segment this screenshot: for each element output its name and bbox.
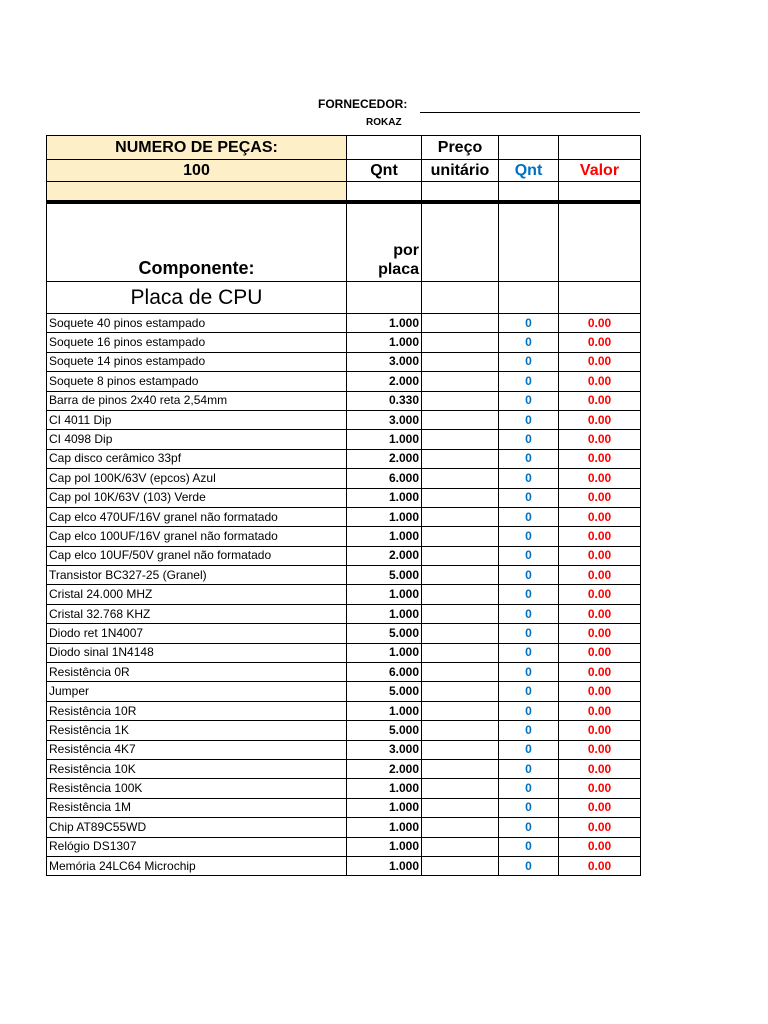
per-board-bottom: placa	[378, 261, 419, 278]
unit-price-cell[interactable]	[422, 352, 499, 371]
supplier-underline	[420, 112, 640, 113]
empty-cell[interactable]	[559, 136, 641, 160]
component-name-cell[interactable]: Barra de pinos 2x40 reta 2,54mm	[47, 391, 347, 410]
component-name-cell[interactable]: Resistência 10K	[47, 759, 347, 778]
supplier-value[interactable]: ROKAZ	[366, 117, 402, 128]
unit-price-cell[interactable]	[422, 624, 499, 643]
valor-cell[interactable]: 0.00	[559, 721, 641, 740]
component-name-cell[interactable]: Resistência 1K	[47, 721, 347, 740]
valor-cell[interactable]: 0.00	[559, 372, 641, 391]
valor-cell[interactable]: 0.00	[559, 818, 641, 837]
table-row	[47, 333, 641, 352]
valor-cell[interactable]: 0.00	[559, 856, 641, 875]
valor-cell[interactable]: 0.00	[559, 430, 641, 449]
valor-cell[interactable]: 0.00	[559, 352, 641, 371]
valor-cell[interactable]: 0.00	[559, 798, 641, 817]
component-name-cell[interactable]: Diodo sinal 1N4148	[47, 643, 347, 662]
component-name-cell[interactable]: Soquete 40 pinos estampado	[47, 314, 347, 333]
supplier-label: FORNECEDOR:	[318, 97, 408, 111]
component-name-cell[interactable]: Cristal 24.000 MHZ	[47, 585, 347, 604]
valor-cell[interactable]: 0.00	[559, 449, 641, 468]
table-row	[47, 488, 641, 507]
pieces-value[interactable]: 100	[47, 160, 347, 182]
unit-price-cell[interactable]	[422, 798, 499, 817]
table-row	[47, 469, 641, 488]
unit-price-cell[interactable]	[422, 527, 499, 546]
qty-per-board-cell[interactable]: 1.000	[347, 818, 422, 837]
empty-cell[interactable]	[499, 136, 559, 160]
component-name-cell[interactable]: Chip AT89C55WD	[47, 818, 347, 837]
qnt-cell[interactable]: 0	[499, 527, 559, 546]
qty-per-board-cell[interactable]: 3.000	[347, 352, 422, 371]
valor-cell[interactable]: 0.00	[559, 410, 641, 429]
valor-cell[interactable]: 0.00	[559, 837, 641, 856]
valor-cell[interactable]: 0.00	[559, 624, 641, 643]
table-row	[47, 604, 641, 623]
component-name-cell[interactable]: Cap elco 10UF/50V granel não formatado	[47, 546, 347, 565]
qnt-cell[interactable]: 0	[499, 546, 559, 565]
unit-price-cell[interactable]	[422, 430, 499, 449]
qnt-cell[interactable]: 0	[499, 410, 559, 429]
valor-header: Valor	[559, 160, 641, 182]
unit-price-cell[interactable]	[422, 488, 499, 507]
component-name-cell[interactable]: Cap pol 10K/63V (103) Verde	[47, 488, 347, 507]
qty-per-board-cell[interactable]: 1.000	[347, 314, 422, 333]
unit-price-cell[interactable]	[422, 701, 499, 720]
empty-cell[interactable]	[422, 282, 499, 314]
table-row	[47, 507, 641, 526]
qnt-cell[interactable]: 0	[499, 624, 559, 643]
table-row	[47, 856, 641, 875]
table-row	[47, 818, 641, 837]
qty-per-board-cell[interactable]: 2.000	[347, 759, 422, 778]
qnt-cell[interactable]: 0	[499, 604, 559, 623]
valor-cell[interactable]: 0.00	[559, 507, 641, 526]
table-row	[47, 798, 641, 817]
section-row	[47, 282, 641, 314]
component-header-row	[47, 204, 641, 282]
qty-per-board-cell[interactable]: 5.000	[347, 721, 422, 740]
qnt-cell[interactable]: 0	[499, 488, 559, 507]
qty-per-board-cell[interactable]: 5.000	[347, 682, 422, 701]
empty-cell[interactable]	[559, 282, 641, 314]
title-row	[47, 136, 641, 160]
unit-price-cell[interactable]	[422, 818, 499, 837]
unit-price-cell[interactable]	[422, 759, 499, 778]
qnt-cell[interactable]: 0	[499, 391, 559, 410]
qnt-cell[interactable]: 0	[499, 701, 559, 720]
valor-cell[interactable]: 0.00	[559, 701, 641, 720]
qty-per-board-cell[interactable]: 1.000	[347, 488, 422, 507]
qty-per-board-cell[interactable]: 5.000	[347, 566, 422, 585]
empty-cell[interactable]	[347, 282, 422, 314]
valor-cell[interactable]: 0.00	[559, 585, 641, 604]
unit-price-cell[interactable]	[422, 469, 499, 488]
qnt-cell[interactable]: 0	[499, 798, 559, 817]
table-row	[47, 430, 641, 449]
qty-per-board-cell[interactable]: 1.000	[347, 333, 422, 352]
qnt-cell[interactable]: 0	[499, 372, 559, 391]
qnt-cell[interactable]: 0	[499, 585, 559, 604]
component-name-cell[interactable]: Transistor BC327-25 (Granel)	[47, 566, 347, 585]
valor-cell[interactable]: 0.00	[559, 566, 641, 585]
component-label: Componente:	[47, 204, 347, 282]
unit-price-cell[interactable]	[422, 372, 499, 391]
qty-per-board-cell[interactable]: 5.000	[347, 624, 422, 643]
empty-cell[interactable]	[499, 282, 559, 314]
table-row	[47, 585, 641, 604]
valor-cell[interactable]: 0.00	[559, 527, 641, 546]
empty-cell[interactable]	[559, 204, 641, 282]
unit-price-cell[interactable]	[422, 856, 499, 875]
qty-per-board-cell[interactable]: 2.000	[347, 449, 422, 468]
unit-price-cell[interactable]	[422, 721, 499, 740]
component-name-cell[interactable]: CI 4098 Dip	[47, 430, 347, 449]
unit-price-cell[interactable]	[422, 779, 499, 798]
valor-cell[interactable]: 0.00	[559, 759, 641, 778]
empty-cell[interactable]	[347, 182, 422, 202]
qnt-cell[interactable]: 0	[499, 759, 559, 778]
valor-cell[interactable]: 0.00	[559, 391, 641, 410]
pieces-label: NUMERO DE PEÇAS:	[47, 136, 347, 160]
unit-price-cell[interactable]	[422, 740, 499, 759]
qnt-cell[interactable]: 0	[499, 430, 559, 449]
qnt-cell[interactable]: 0	[499, 566, 559, 585]
component-name-cell[interactable]: Soquete 16 pinos estampado	[47, 333, 347, 352]
valor-cell[interactable]: 0.00	[559, 546, 641, 565]
section-title: Placa de CPU	[47, 282, 347, 314]
qty-per-board-cell[interactable]: 1.000	[347, 527, 422, 546]
qnt-cell[interactable]: 0	[499, 507, 559, 526]
table-row	[47, 546, 641, 565]
unit-price-cell[interactable]	[422, 391, 499, 410]
unit-price-cell[interactable]	[422, 333, 499, 352]
unit-price-cell[interactable]	[422, 682, 499, 701]
unit-price-cell[interactable]	[422, 410, 499, 429]
component-name-cell[interactable]: Relógio DS1307	[47, 837, 347, 856]
unit-price-cell[interactable]	[422, 546, 499, 565]
qnt-cell[interactable]: 0	[499, 856, 559, 875]
component-name-cell[interactable]: Resistência 10R	[47, 701, 347, 720]
qty-per-board-cell[interactable]: 6.000	[347, 469, 422, 488]
unit-price-cell[interactable]	[422, 314, 499, 333]
valor-cell[interactable]: 0.00	[559, 663, 641, 682]
table-row	[47, 624, 641, 643]
valor-cell[interactable]: 0.00	[559, 740, 641, 759]
per-board-header	[347, 204, 422, 282]
qty-header: Qnt	[347, 160, 422, 182]
valor-cell[interactable]: 0.00	[559, 488, 641, 507]
table-row	[47, 701, 641, 720]
qnt-cell[interactable]: 0	[499, 333, 559, 352]
qty-per-board-cell[interactable]: 1.000	[347, 798, 422, 817]
qnt-header: Qnt	[499, 160, 559, 182]
component-name-cell[interactable]: Cap elco 470UF/16V granel não formatado	[47, 507, 347, 526]
qnt-cell[interactable]: 0	[499, 721, 559, 740]
qty-per-board-cell[interactable]: 3.000	[347, 410, 422, 429]
per-board-top: por	[393, 242, 419, 259]
component-name-cell[interactable]: Resistência 100K	[47, 779, 347, 798]
header-row	[47, 160, 641, 182]
table-row	[47, 721, 641, 740]
table-row	[47, 314, 641, 333]
table-row	[47, 352, 641, 371]
valor-cell[interactable]: 0.00	[559, 682, 641, 701]
component-name-cell[interactable]: Diodo ret 1N4007	[47, 624, 347, 643]
qty-per-board-cell[interactable]: 1.000	[347, 507, 422, 526]
blank-row	[47, 182, 641, 202]
unit-price-cell[interactable]	[422, 837, 499, 856]
qnt-cell[interactable]: 0	[499, 837, 559, 856]
table-row	[47, 837, 641, 856]
qty-per-board-cell[interactable]: 2.000	[347, 546, 422, 565]
qty-per-board-cell[interactable]: 1.000	[347, 585, 422, 604]
qty-per-board-cell[interactable]: 1.000	[347, 604, 422, 623]
component-name-cell[interactable]: CI 4011 Dip	[47, 410, 347, 429]
unit-price-cell[interactable]	[422, 643, 499, 662]
qty-per-board-cell[interactable]: 3.000	[347, 740, 422, 759]
qty-per-board-cell[interactable]: 0.330	[347, 391, 422, 410]
unit-price-cell[interactable]	[422, 507, 499, 526]
valor-cell[interactable]: 0.00	[559, 333, 641, 352]
component-name-cell[interactable]: Cap disco cerâmico 33pf	[47, 449, 347, 468]
valor-cell[interactable]: 0.00	[559, 643, 641, 662]
empty-cell[interactable]	[559, 182, 641, 202]
empty-cell[interactable]	[47, 182, 347, 202]
component-name-cell[interactable]: Resistência 4K7	[47, 740, 347, 759]
empty-cell[interactable]	[499, 204, 559, 282]
qty-per-board-cell[interactable]: 1.000	[347, 701, 422, 720]
empty-cell[interactable]	[422, 204, 499, 282]
valor-cell[interactable]: 0.00	[559, 469, 641, 488]
table-row	[47, 566, 641, 585]
price-header-top: Preço	[422, 136, 499, 160]
table-row	[47, 449, 641, 468]
unit-price-cell[interactable]	[422, 604, 499, 623]
price-header-bottom: unitário	[422, 160, 499, 182]
qty-per-board-cell[interactable]: 1.000	[347, 837, 422, 856]
table-row	[47, 663, 641, 682]
qnt-cell[interactable]: 0	[499, 818, 559, 837]
unit-price-cell[interactable]	[422, 585, 499, 604]
qnt-cell[interactable]: 0	[499, 643, 559, 662]
component-name-cell[interactable]: Jumper	[47, 682, 347, 701]
table-row	[47, 779, 641, 798]
qnt-cell[interactable]: 0	[499, 469, 559, 488]
qty-per-board-cell[interactable]: 2.000	[347, 372, 422, 391]
component-name-cell[interactable]: Soquete 8 pinos estampado	[47, 372, 347, 391]
empty-cell[interactable]	[422, 182, 499, 202]
unit-price-cell[interactable]	[422, 566, 499, 585]
qnt-cell[interactable]: 0	[499, 352, 559, 371]
table-row	[47, 391, 641, 410]
empty-cell[interactable]	[347, 136, 422, 160]
table-row	[47, 740, 641, 759]
component-name-cell[interactable]: Cap elco 100UF/16V granel não formatado	[47, 527, 347, 546]
table-row	[47, 643, 641, 662]
component-name-cell[interactable]: Cap pol 100K/63V (epcos) Azul	[47, 469, 347, 488]
qnt-cell[interactable]: 0	[499, 779, 559, 798]
table-row	[47, 527, 641, 546]
qnt-cell[interactable]: 0	[499, 449, 559, 468]
qty-per-board-cell[interactable]: 1.000	[347, 779, 422, 798]
qty-per-board-cell[interactable]: 1.000	[347, 856, 422, 875]
unit-price-cell[interactable]	[422, 449, 499, 468]
component-name-cell[interactable]: Resistência 1M	[47, 798, 347, 817]
qnt-cell[interactable]: 0	[499, 314, 559, 333]
qnt-cell[interactable]: 0	[499, 663, 559, 682]
parts-table	[46, 135, 641, 876]
qty-per-board-cell[interactable]: 1.000	[347, 643, 422, 662]
table-row	[47, 682, 641, 701]
qnt-cell[interactable]: 0	[499, 740, 559, 759]
valor-cell[interactable]: 0.00	[559, 314, 641, 333]
empty-cell[interactable]	[499, 182, 559, 202]
component-name-cell[interactable]: Memória 24LC64 Microchip	[47, 856, 347, 875]
component-name-cell[interactable]: Soquete 14 pinos estampado	[47, 352, 347, 371]
qnt-cell[interactable]: 0	[499, 682, 559, 701]
unit-price-cell[interactable]	[422, 663, 499, 682]
valor-cell[interactable]: 0.00	[559, 604, 641, 623]
component-name-cell[interactable]: Cristal 32.768 KHZ	[47, 604, 347, 623]
qty-per-board-cell[interactable]: 6.000	[347, 663, 422, 682]
table-row	[47, 410, 641, 429]
table-row	[47, 759, 641, 778]
table-row	[47, 372, 641, 391]
qty-per-board-cell[interactable]: 1.000	[347, 430, 422, 449]
component-name-cell[interactable]: Resistência 0R	[47, 663, 347, 682]
valor-cell[interactable]: 0.00	[559, 779, 641, 798]
